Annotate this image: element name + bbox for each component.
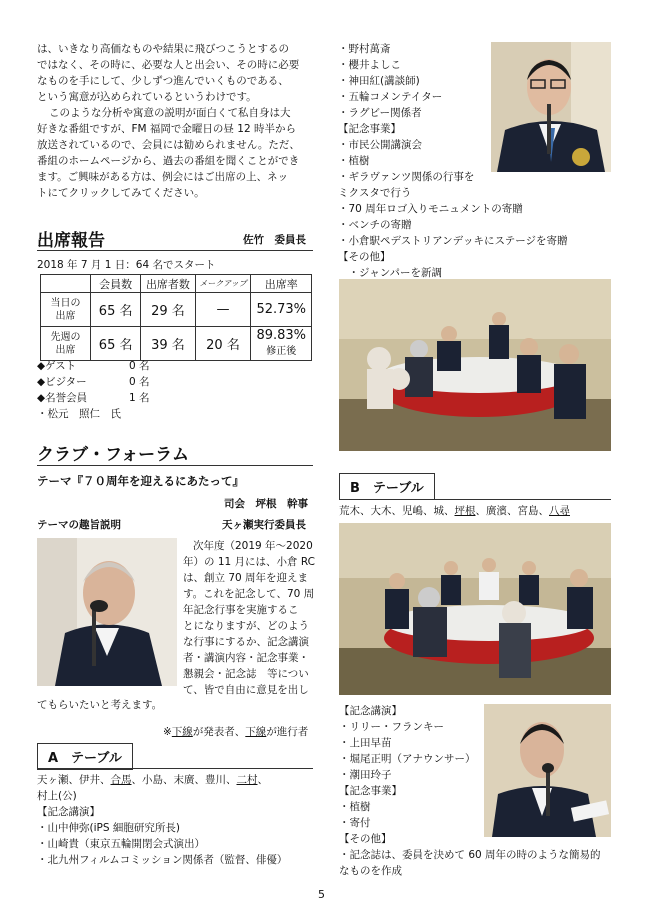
body-line: とになりますが、どのよう [183, 620, 309, 632]
divider [37, 250, 313, 251]
row-label-line: 先週の [50, 331, 81, 343]
row-label-line: 出席 [55, 310, 76, 322]
intro-line: トにてクリックしてみてください。 [37, 187, 205, 199]
intro-line: という寓意が込められているというわけです。 [37, 91, 257, 103]
intro-line: なものを手にして、少しずつ進んでいくものである、 [37, 75, 289, 87]
list-item: ・70 周年ロゴ入りモニュメントの寄贈 [338, 203, 523, 215]
forum-theme: テーマ『７０周年を迎えるにあたって』 [37, 474, 244, 488]
explainer-name: 天ヶ瀬実行委員長 [222, 519, 306, 531]
table-cell: 65 名 [90, 293, 140, 327]
list-item: ・植樹 [339, 801, 371, 813]
guest-value: 0 名 [129, 376, 150, 388]
body-line: な行事にするか、記念講演 [183, 636, 309, 648]
member-presenter: 八尋 [549, 505, 570, 517]
member-presenter: 合馬 [110, 774, 132, 786]
body-line: て、皆で自由に意見を出し [183, 684, 309, 696]
list-item: ・五輪コメンテイター [338, 91, 443, 103]
list-item: ・小倉駅ペデストリアンデッキにステージを寄贈 [338, 235, 568, 247]
table-cell: 65 名 [90, 327, 140, 361]
intro-line: 放送されているので、会員には勧められません。ただ、 [37, 139, 300, 151]
body-line: 次年度（2019 年～2020 [193, 540, 313, 552]
intro-text [37, 41, 327, 201]
list-item: 【記念事業】 [338, 123, 401, 135]
banquet-photo-1 [339, 279, 611, 451]
list-item: ・寄付 [339, 817, 371, 829]
intro-line: 好きな番組ですが、FM 福岡で金曜日の昼 12 時半から [37, 123, 296, 135]
divider [37, 465, 313, 466]
table-a-members [37, 772, 268, 788]
table-header: 出席者数 [141, 275, 195, 293]
body-line: す。これを記念して、70 周 [183, 588, 315, 600]
list-item: ・野村萬斎 [338, 43, 391, 55]
body-line: 懇親会・記念誌 等につい [183, 668, 309, 680]
speaker-illustration [491, 42, 611, 172]
list-item: ・北九州フィルムコミッション関係者（監督、俳優） [37, 854, 288, 866]
guest-value: 0 名 [129, 360, 150, 372]
guest-row [37, 358, 177, 374]
list-item: ・リリー・フランキー [339, 721, 444, 733]
speaker-illustration [37, 538, 177, 686]
intro-line: 番組のホームページから、過去の番組を聞くことができ [37, 155, 300, 167]
divider [339, 499, 611, 500]
row-label-line: 当日の [50, 297, 81, 309]
list-item: ・ギラヴァンツ関係の行事を [338, 171, 475, 183]
table-a-items [37, 804, 287, 868]
guest-label: ◆名誉会員 [37, 392, 88, 404]
table-header: 出席率 [251, 275, 312, 293]
list-item: ・山中伸弥(iPS 細胞研究所長) [37, 822, 180, 834]
underline-legend [163, 724, 308, 740]
table-cell: — [195, 293, 251, 327]
table-a-label: A テーブル [37, 743, 133, 770]
list-item: なものを作成 [339, 865, 402, 877]
list-item: ・潮田玲子 [339, 769, 392, 781]
list-item: ・堀尾正明（アナウンサー） [339, 753, 476, 765]
legend-text: が進行者 [266, 726, 309, 738]
guest-label: ◆ゲスト [37, 360, 77, 372]
list-item: ・山崎貴（東京五輪開閉会式演出） [37, 838, 205, 850]
honorary-member: ・松元 照仁 氏 [37, 408, 121, 420]
speaker-photo [37, 538, 177, 686]
attendance-reporter: 佐竹 委員長 [243, 234, 306, 246]
list-item: ・ベンチの寄贈 [338, 219, 412, 231]
intro-line: は、いきなり高価なものや結果に飛びつこうとするの [37, 43, 289, 55]
forum-chair: 司会 坪根 幹事 [224, 498, 308, 510]
page-number: 5 [318, 888, 325, 901]
table-header [41, 275, 91, 293]
rate-value: 89.83% [256, 328, 307, 343]
member: 、 [257, 774, 268, 786]
banquet-photo-2 [339, 523, 611, 695]
body-line: は、創立 70 周年を迎えま [183, 572, 309, 584]
table-cell: 39 名 [141, 327, 195, 361]
list-item: 【記念事業】 [339, 785, 402, 797]
list-item: ・神田紅(講談師) [338, 75, 420, 87]
table-cell: 52.73% [251, 293, 312, 327]
list-item: 【記念講演】 [37, 806, 100, 818]
list-item: ・植樹 [338, 155, 370, 167]
table-a-members-2: 村上(公) [37, 790, 77, 802]
list-item: ミクスタで行う [338, 187, 412, 199]
list-item: ・市民公開講演会 [338, 139, 422, 151]
table-b-members [339, 503, 570, 519]
divider [37, 768, 313, 769]
member: 荒木、大木、児嶋、城、 [339, 505, 455, 517]
member: 天ヶ瀬、伊井、 [37, 774, 111, 786]
list-item: 【その他】 [339, 833, 392, 845]
speaker-photo-3 [484, 704, 611, 837]
legend-underline: 下線 [171, 726, 193, 738]
attendance-table [40, 274, 312, 361]
body-line: 年）の 11 月には、小倉 RC [183, 556, 315, 568]
list-item: 【その他】 [338, 251, 391, 263]
rate-note: 修正後 [266, 346, 297, 357]
legend-text: が発表者、 [192, 726, 246, 738]
member-moderator: 坪根 [454, 505, 476, 517]
intro-line: このような分析や寓意の説明が面白くて私自身は大 [49, 107, 291, 119]
table-cell [251, 327, 312, 361]
attendance-date: 2018 年 7 月 1 日：64 名でスタート [37, 259, 216, 271]
forum-body [183, 538, 318, 698]
table-cell: 29 名 [141, 293, 195, 327]
body-line: 年記念行事を実施するこ [183, 604, 299, 616]
explain-label: テーマの趣旨説明 [37, 519, 121, 531]
intro-line: ではなく、その時に、必要な人と出会い、その時に必要 [37, 59, 300, 71]
speaker-illustration [484, 704, 611, 837]
member-moderator: 二村 [236, 774, 258, 786]
legend-underline: 下線 [245, 726, 267, 738]
list-item: ・記念誌は、委員を決めて 60 周年の時のような簡易的 [339, 849, 601, 861]
attendance-title: 出席報告 [37, 231, 105, 251]
guest-row [37, 390, 177, 406]
table-row-label [41, 327, 91, 361]
table-header: メークアップ [195, 275, 251, 293]
speaker-photo-2 [491, 42, 611, 172]
member: 、廣濱、宮島、 [475, 505, 549, 517]
guest-row [37, 374, 177, 390]
forum-title: クラブ・フォーラム [37, 445, 189, 465]
table-header: 会員数 [90, 275, 140, 293]
guest-list [37, 358, 177, 422]
table-cell: 20 名 [195, 327, 251, 361]
body-line: 者・講演内容・記念事業・ [183, 652, 309, 664]
list-item: ・ジャンパーを新調 [338, 267, 443, 279]
intro-line: ます。ご興味がある方は、例会にはご出席の上、ネッ [37, 171, 289, 183]
guest-value: 1 名 [129, 392, 150, 404]
list-item: 【記念講演】 [339, 705, 402, 717]
table-b-label: B テーブル [339, 473, 435, 500]
body-tail: てもらいたいと考えます。 [37, 699, 163, 711]
row-label-line: 出席 [55, 344, 76, 356]
list-item: ・ラグビー関係者 [338, 107, 422, 119]
list-item: ・上田早苗 [339, 737, 392, 749]
list-item: ・櫻井よしこ [338, 59, 401, 71]
member: 、小島、末廣、豊川、 [131, 774, 237, 786]
guest-label: ◆ビジター [37, 376, 87, 388]
banquet-illustration [339, 279, 611, 451]
banquet-illustration [339, 523, 611, 695]
legend-mark: ※ [163, 726, 172, 738]
table-row-label [41, 293, 91, 327]
